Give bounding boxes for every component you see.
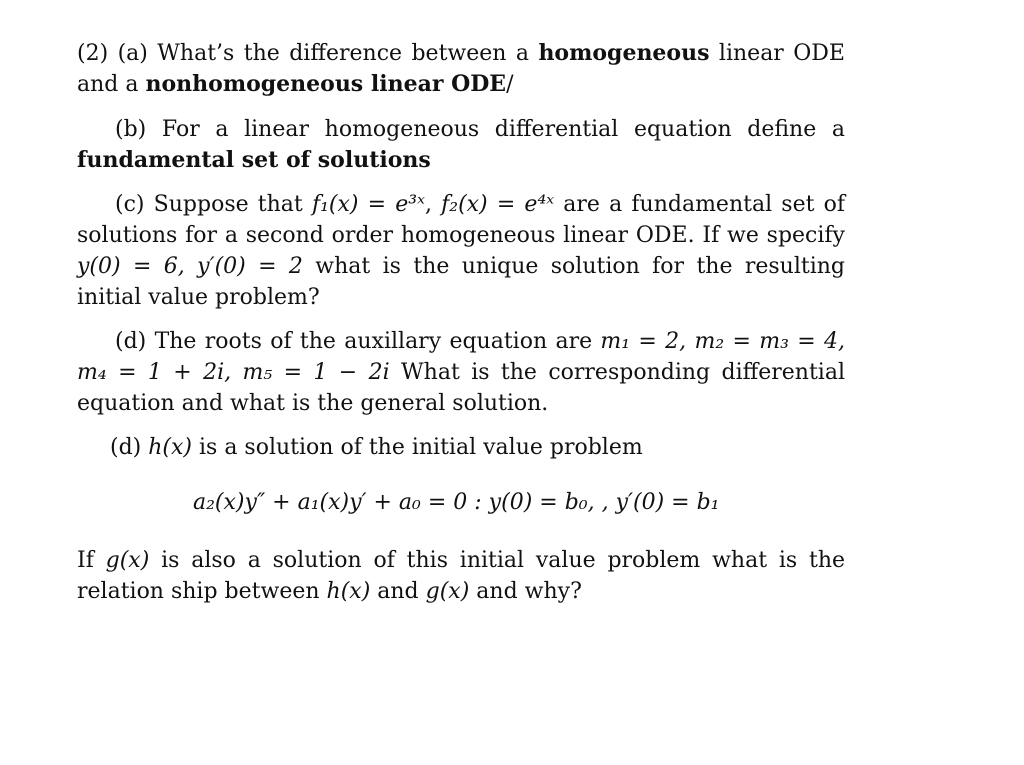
q2a-term-homogeneous: homogeneous (538, 40, 710, 66)
question-2b (77, 114, 845, 176)
closing-g-of-x: g(x) (105, 548, 150, 573)
display-equation (193, 487, 719, 518)
q2b-text: (b) For a linear homogeneous differential equation define a (115, 117, 845, 142)
question-2d-ivp (77, 432, 845, 463)
question-2a (77, 38, 845, 100)
q2d2-text: is a solution of the initial value problem (192, 435, 643, 460)
closing-and: and (370, 579, 426, 604)
closing-g-of-x-2: g(x) (425, 579, 470, 604)
q2b-term-fundamental-set: fundamental set of solutions (77, 147, 431, 173)
q2d2-label: (d) (110, 435, 149, 460)
q2c-initial-conditions: y(0) = 6, y′(0) = 2 (77, 254, 303, 279)
question-2c: (c) Suppose that f₁(x) = e³ˣ, f₂(x) = e⁴ˣ are a fundamental set of solutions for a second order homogeneous linear ODE. If we specify y(0) = 6, y′(0) = 2 what is the unique solution for the resulting initial value problem? (77, 192, 846, 310)
closing-question (77, 545, 845, 607)
q2d-text-end: What is the corresponding differential equation and what is the general solution. (77, 360, 845, 416)
question-2d-roots (77, 326, 845, 419)
q2d-roots: m₁ = 2, m₂ = m₃ = 4, m₄ = 1 + 2i, m₅ = 1 − 2i (77, 329, 845, 385)
closing-text: If (77, 548, 106, 573)
q2a-text: (2) (a) What’s the difference between a (77, 41, 539, 66)
q2c-text: (c) Suppose that (115, 192, 312, 217)
q2c-f1: f₁(x) = e³ˣ (311, 192, 425, 217)
q2c-text-end: what is the unique solution for the resulting initial value problem? (77, 254, 846, 310)
closing-text-end: and why? (469, 579, 582, 604)
q2a-term-nonhomogeneous: nonhomogeneous linear ODE (145, 71, 507, 97)
q2c-text-mid: are a fundamental set of solutions for a second order homogeneous linear ODE. If we specify (77, 192, 846, 248)
closing-text-mid: is also a solution of this initial value problem what is the relation ship between (77, 548, 846, 604)
q2a-text-mid: linear ODE and a (77, 41, 845, 97)
q2d2-h-of-x: h(x) (148, 435, 192, 460)
q2c-f2: f₂(x) = e⁴ˣ (441, 192, 555, 217)
closing-h-of-x: h(x) (326, 579, 371, 604)
q2d-text: (d) The roots of the auxillary equation are (115, 329, 601, 354)
q2a-text-end: / (506, 72, 514, 97)
ivp-equation: a₂(x)y″ + a₁(x)y′ + a₀ = 0 : y(0) = b₀, , y′(0) = b₁ (193, 490, 720, 515)
